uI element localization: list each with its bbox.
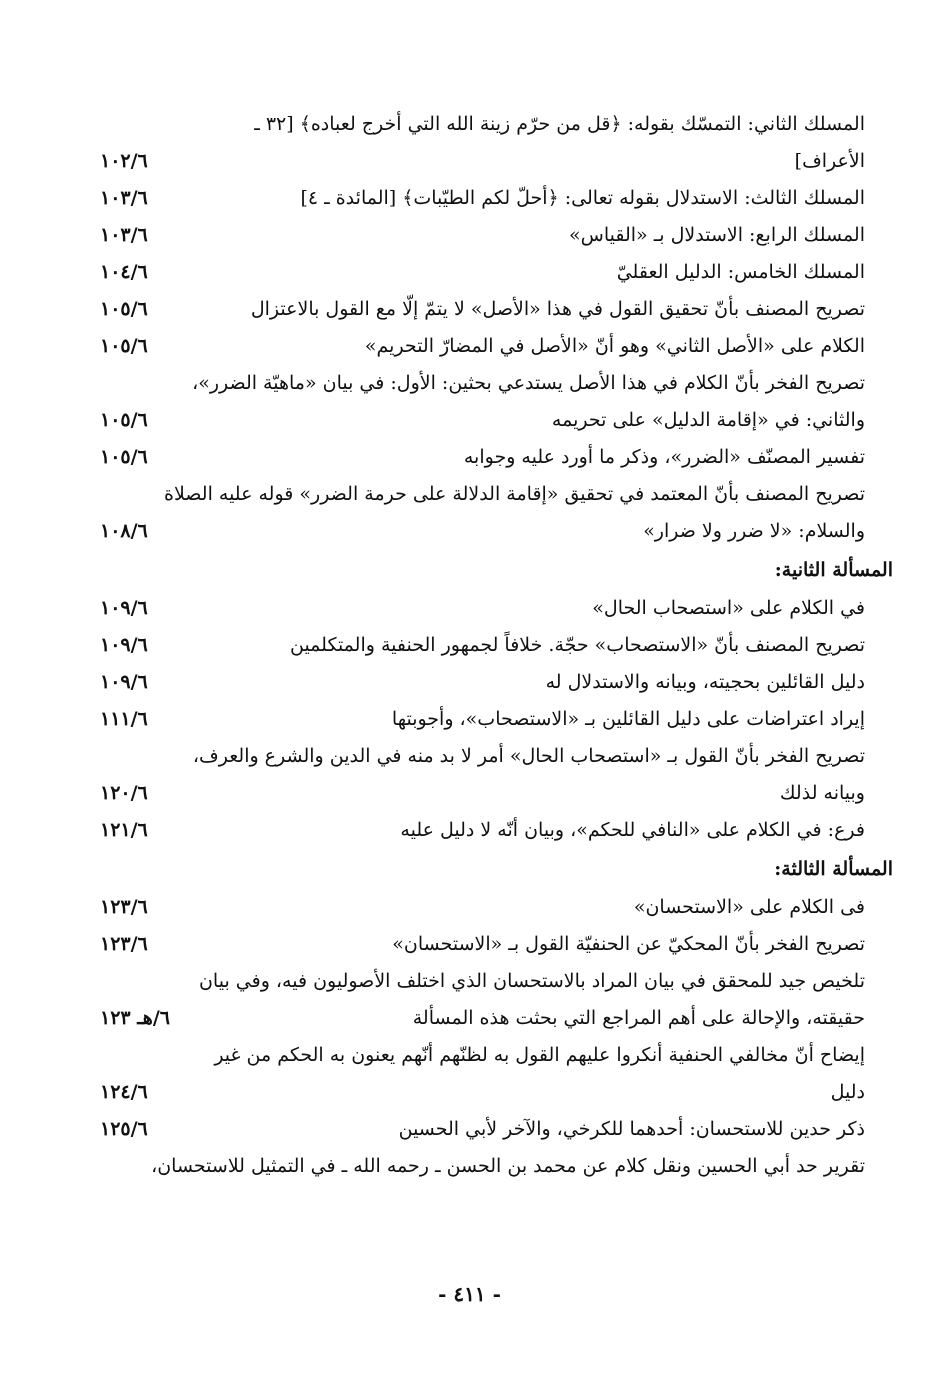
page-reference: ١٢٣/٦ <box>100 933 148 955</box>
index-entry-line <box>100 328 865 365</box>
entry-text: تقرير حد أبي الحسين ونقل كلام عن محمد بن الحسن ـ رحمه الله ـ في التمثيل للاستحسان، <box>151 1155 865 1177</box>
index-entry-line <box>100 513 865 550</box>
index-entry-line <box>100 143 865 180</box>
index-entry-line <box>100 365 865 402</box>
page-reference: ١٢١/٦ <box>100 819 148 841</box>
entry-text: تلخيص جيد للمحقق في بيان المراد بالاستحسان الذي اختلف الأصوليون فيه، وفي بيان <box>198 970 865 992</box>
entry-text: فى الكلام على «الاستحسان» <box>633 896 865 918</box>
index-entry-line <box>100 1148 865 1185</box>
index-entry-line <box>100 812 865 849</box>
page-reference: ١٠٥/٦ <box>100 335 148 357</box>
entry-text: تصريح المصنف بأنّ المعتمد في تحقيق «إقامة الدلالة على حرمة الضرر» قوله عليه الصلاة <box>164 483 865 505</box>
entry-text: تصريح الفخر بأنّ القول بـ «استصحاب الحال» أمر لا بد منه في الدين والشرع والعرف، <box>192 745 865 767</box>
index-entry-line <box>100 627 865 664</box>
index-entry-line <box>100 963 865 1000</box>
page-reference: ١٠٥/٦ <box>100 446 148 468</box>
page-reference: ١٢٤/٦ <box>100 1081 148 1103</box>
page-number: - ٤١١ - <box>438 1282 501 1306</box>
entry-text: تصريح الفخر بأنّ المحكيّ عن الحنفيّة القول بـ «الاستحسان» <box>392 933 865 955</box>
index-entry-line <box>100 1000 865 1037</box>
index-entry-line <box>100 476 865 513</box>
entry-text: ذكر حدين للاستحسان: أحدهما للكرخي، والآخر لأبي الحسين <box>398 1118 865 1140</box>
page-reference: ١٠٣/٦ <box>100 187 148 209</box>
index-entry-line <box>100 1037 865 1074</box>
entry-text: تصريح المصنف بأنّ تحقيق القول في هذا «الأصل» لا يتمّ إلّا مع القول بالاعتزال <box>250 298 865 320</box>
page-reference: ٦/هـ ١٢٣ <box>100 1007 170 1029</box>
index-entry-line <box>100 1074 865 1111</box>
section-heading: المسألة الثانية: <box>774 559 893 581</box>
entry-text: وبيانه لذلك <box>779 782 865 804</box>
page-reference: ١٢٣/٦ <box>100 896 148 918</box>
entry-text: في الكلام على «استصحاب الحال» <box>592 597 865 619</box>
entry-text: والسلام: «لا ضرر ولا ضرار» <box>643 520 865 542</box>
index-entry-line <box>100 664 865 701</box>
index-entries <box>100 106 893 1185</box>
index-entry-line <box>100 926 865 963</box>
index-entry-line <box>100 439 865 476</box>
index-entry-line <box>100 738 865 775</box>
page-reference: ١١١/٦ <box>100 708 148 730</box>
entry-text: دليل القائلين بحجيته، وبيانه والاستدلال له <box>545 671 865 693</box>
index-entry-line <box>100 1111 865 1148</box>
page-reference: ١٠٨/٦ <box>100 520 148 542</box>
page-reference: ١٢٥/٦ <box>100 1118 148 1140</box>
index-entry-line <box>100 402 865 439</box>
entry-text: فرع: في الكلام على «النافي للحكم»، وبيان أنّه لا دليل عليه <box>400 819 865 841</box>
entry-text: إيضاح أنّ مخالفي الحنفية أنكروا عليهم القول به لظنّهم أنّهم يعنون به الحكم من غير <box>214 1044 865 1066</box>
entry-text: الكلام على «الأصل الثاني» وهو أنّ «الأصل في المضارّ التحريم» <box>364 335 865 357</box>
index-entry-line <box>100 217 865 254</box>
index-entry-line <box>100 701 865 738</box>
index-entry-line <box>100 180 865 217</box>
entry-text: المسلك الخامس: الدليل العقليّ <box>616 261 865 283</box>
index-entry-line <box>100 590 865 627</box>
page-reference: ١٠٤/٦ <box>100 261 148 283</box>
index-entry-line <box>100 775 865 812</box>
index-entry-line <box>100 106 865 143</box>
page-reference: ١٠٩/٦ <box>100 597 148 619</box>
page-reference: ١٠٩/٦ <box>100 671 148 693</box>
entry-text: دليل <box>830 1081 865 1103</box>
section-heading: المسألة الثالثة: <box>774 858 893 880</box>
page-reference: ١٠٩/٦ <box>100 634 148 656</box>
index-entry-line <box>100 889 865 926</box>
entry-text: إيراد اعتراضات على دليل القائلين بـ «الاستصحاب»، وأجوبتها <box>391 708 865 730</box>
index-entry-line <box>100 291 865 328</box>
entry-text: والثاني: في «إقامة الدليل» على تحريمه <box>551 409 865 431</box>
entry-text: تفسير المصنّف «الضرر»، وذكر ما أورد عليه وجوابه <box>463 446 865 468</box>
entry-text: تصريح المصنف بأنّ «الاستصحاب» حجّة. خلافاً لجمهور الحنفية والمتكلمين <box>289 634 865 656</box>
page-reference: ١٠٣/٦ <box>100 224 148 246</box>
page-reference: ١٠٥/٦ <box>100 298 148 320</box>
entry-text: حقيقته، والإحالة على أهم المراجع التي بحثت هذه المسألة <box>412 1007 865 1029</box>
entry-text: الأعراف] <box>794 150 865 172</box>
entry-text: المسلك الثاني: التمسّك بقوله: ﴿قل من حرّم زينة الله التي أخرج لعباده﴾ [٣٢ ـ <box>254 113 865 135</box>
page-reference: ١٠٥/٦ <box>100 409 148 431</box>
page-reference: ١٢٠/٦ <box>100 782 148 804</box>
entry-text: المسلك الرابع: الاستدلال بـ «القياس» <box>569 224 865 246</box>
index-entry-line <box>100 254 865 291</box>
page-reference: ١٠٢/٦ <box>100 150 148 172</box>
entry-text: المسلك الثالث: الاستدلال بقوله تعالى: ﴿أحلّ لكم الطيّبات﴾ [المائدة ـ ٤] <box>300 187 865 209</box>
entry-text: تصريح الفخر بأنّ الكلام في هذا الأصل يستدعي بحثين: الأول: في بيان «ماهيّة الضرر»، <box>192 372 865 394</box>
